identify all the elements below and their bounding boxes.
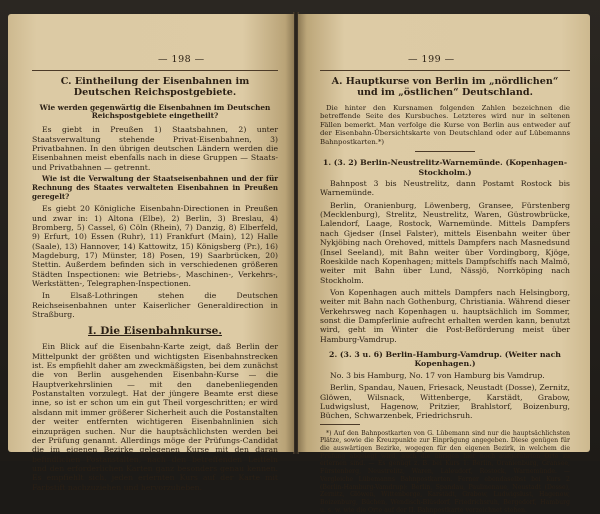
- section-title: I. Die Eisenbahnkurse.: [88, 325, 222, 338]
- paragraph: Ein Blick auf die Eisenbahn-Karte zeigt, daß Berlin der Mittelpunkt der größten und wichtigsten Eisenbahnstrecken ist. Es empfiehlt daher am zweckmäßigsten, bei dem zunächst die von Berlin ausgehenden Eisenbahn-Kurse — die Hauptverkehrslinien — mit den danebenliegenden Postanstalten vorzulegt. Hat der jüngere Beamte erst diese inne, so ist er schon um ein gut Theil vorgeschritten; er wird alsdann mit immer größerer Sicherheit auch die Postanstalten der weiter entfernten wichtigeren Eisenbahnlinien sich einzuprägen suchen. Nur die hauptsächlichsten werden bei der Prüfung genannt. Allerdings möge der Prüfungs-Candidat die im eigenen Bezirke gelegenen Kurse mit den daran befindlichen Postanstalten, nach den betreffenden Leitfeln und den erforderlichen Karten ganz besonders genau kennen. Es empfiehlt sich, jeden erlernten Kurs auf der Karte mit Farbstift nachzuziehen und hervorzuheben.: [32, 342, 278, 492]
- paragraph: Von Kopenhagen auch mittels Dampfers nach Helsingborg, weiter mit Bahn nach Gothenburg, Christiania. Während dieser Verkehrsweg nach Kopenhagen u. hauptsächlich im Sommer, sonst die Dampferlinie aufrecht erhalten werden kann, benutzt wird, geht im Winter die Post-Beförderung meist über Hamburg-Vamdrup.: [320, 287, 570, 344]
- chapter-heading: C. Eintheilung der Eisenbahnen im Deutschen Reichspostgebiete.: [60, 76, 250, 98]
- route-heading: 1. (3. 2) Berlin-Neustrelitz-Warnemünde. (Kopenhagen-Stockholm.): [322, 158, 568, 177]
- right-page: [298, 14, 590, 514]
- paragraph: Es giebt in Preußen 1) Staatsbahnen, 2) unter Staatsverwaltung stehende Privat-Eisenbahnen, 3) Privatbahnen. In den übrigen deutschen Ländern werden die Eisenbahnen meist ebenfalls nach in diese Gruppen — Staats- und Privatbahnen — getrennt.: [32, 125, 278, 172]
- paragraph: No. 3 bis Hamburg, No. 17 von Hamburg bis Vamdrup.: [330, 370, 545, 380]
- paragraph: Berlin, Oranienburg, Löwenberg, Gransee, Fürstenberg (Mecklenburg), Strelitz, Neustrelitz, Waren, Güstrowbrücke, Lalendorf, Laage, Rostock, Warnemünde. Mittels Dampfers nach Gjedser (Insel Falster), mittels Eisenbahn weiter über Nykjöbing nach Orehoved, mittels Dampfers nach Masnedsund (Insel Seeland), mit Bahn weiter über Vordingborg, Kjöge, Roeskilde nach Kopenhagen; mittels Dampfschiffs nach Malmö, weiter mit Bahn über Lund, Nässjö, Norrköping nach Stockholm.: [320, 200, 570, 285]
- chapter-heading: A. Hauptkurse von Berlin im „nördlichen“ und im „östlichen“ Deutschland.: [331, 76, 559, 98]
- header-rule: [320, 70, 570, 71]
- paragraph: Berlin, Spandau, Nauen, Friesack, Neustadt (Dosse), Zernitz, Glöwen, Wilsnack, Wittenberge, Karstädt, Grabow, Ludwigslust, Hagenow, Pritzier, Brahlstorf, Boizenburg, Büchen, Schwarzenbek, Friedrichsruh.: [320, 383, 570, 421]
- paragraph: In Elsaß-Lothringen stehen die Deutschen Reichseisenbahnen unter Kaiserlicher Generaldirection in Straßburg.: [32, 291, 278, 320]
- page-number: — 199 —: [408, 54, 455, 65]
- footnote-rule: [320, 424, 360, 425]
- left-page: [8, 14, 294, 492]
- footnote: *) Auf den Bahnpostkarten von G. Lübemann sind nur die hauptsächlichsten Plätze, sowie die Kreuzpunkte zur Einprägung angegeben. Diese genügen für die auswärtigen Bezirke, wogegen für den eigenen Bezirk, in welchem die Prüfung abgelegt wird, auch die übrigen hier noch aufgeführten Orte zu erlernen sind. — Es genügt z. B. bei Kurs 1: Berlin, Oranienburg, Gransee, Fürstenberg, Neustrelitz, Waren, Laleudorf, Rostock, Warnemünde. — Vergleiche Lübemanns Bahnpostkarten. Ferner ebendaselbst bei Kurs 2 (Berlin-Hamburg-Vamdrup): Berlin, Spandau, Paulinenaue, Neustadt (Dosse), Zernitz, Glöwen, Wittenberge, Karstädt, Grabow, Ludwigslust, Hagenow, Boizenburg, Büchen, Wendisch-Blüsdorf, Friedrichsruh, Bergedorf, Hamburg u. s. w. wie die Orte auf der II. Bahnpostkarte verzeichnet stehen.: [320, 429, 570, 514]
- left-page-content: [32, 70, 278, 495]
- page-number: — 198 —: [158, 54, 205, 65]
- route-heading: 2. (3. 3 u. 6) Berlin-Hamburg-Vamdrup. (Weiter nach Kopenhagen.): [329, 349, 561, 369]
- divider: [415, 151, 475, 152]
- question-heading: Wie ist die Verwaltung der Staatseisenbahnen und der für Rechnung des Staates verwalteten Eisenbahnen in Preußen geregelt?: [32, 173, 278, 201]
- intro-paragraph: Die hinter den Kursnamen folgenden Zahlen bezeichnen die betreffende Seite des Kursbuches. Letzteres wird nur in seltenen Fällen bemerkt. Man verfolge die Kurse von Berlin aus entweder auf der Eisenbahn-Übersichtskarte von Deutschland oder auf Lübemanns Bahnpostkarten.*): [320, 103, 570, 146]
- paragraph: Es giebt 20 Königliche Eisenbahn-Directionen in Preußen und zwar in: 1) Altona (Elbe), 2) Berlin, 3) Breslau, 4) Bromberg, 5) Cassel, 6) Cöln (Rhein), 7) Danzig, 8) Elberfeld, 9) Erfurt, 10) Essen (Ruhr), 11) Frankfurt (Main), 12) Halle (Saale), 13) Hannover, 14) Kattowitz, 15) Königsberg (Pr.), 16) Magdeburg, 17) Münster, 18) Posen, 19) Saarbrücken, 20) Stettin. Außerdem befinden sich in verschiedenen größeren Städten Inspectionen: wie Betriebs-, Maschinen-, Verkehrs-, Werkstätten-, Telegraphen-Inspectionen.: [32, 204, 278, 289]
- right-page-content: [320, 70, 570, 514]
- paragraph: Bahnpost 3 bis Neustrelitz, dann Postamt Rostock bis Warnemünde.: [320, 179, 570, 198]
- question-heading: Wie werden gegenwärtig die Eisenbahnen im Deutschen Reichspostgebiete eingetheilt?: [39, 102, 271, 121]
- header-rule: [32, 70, 278, 71]
